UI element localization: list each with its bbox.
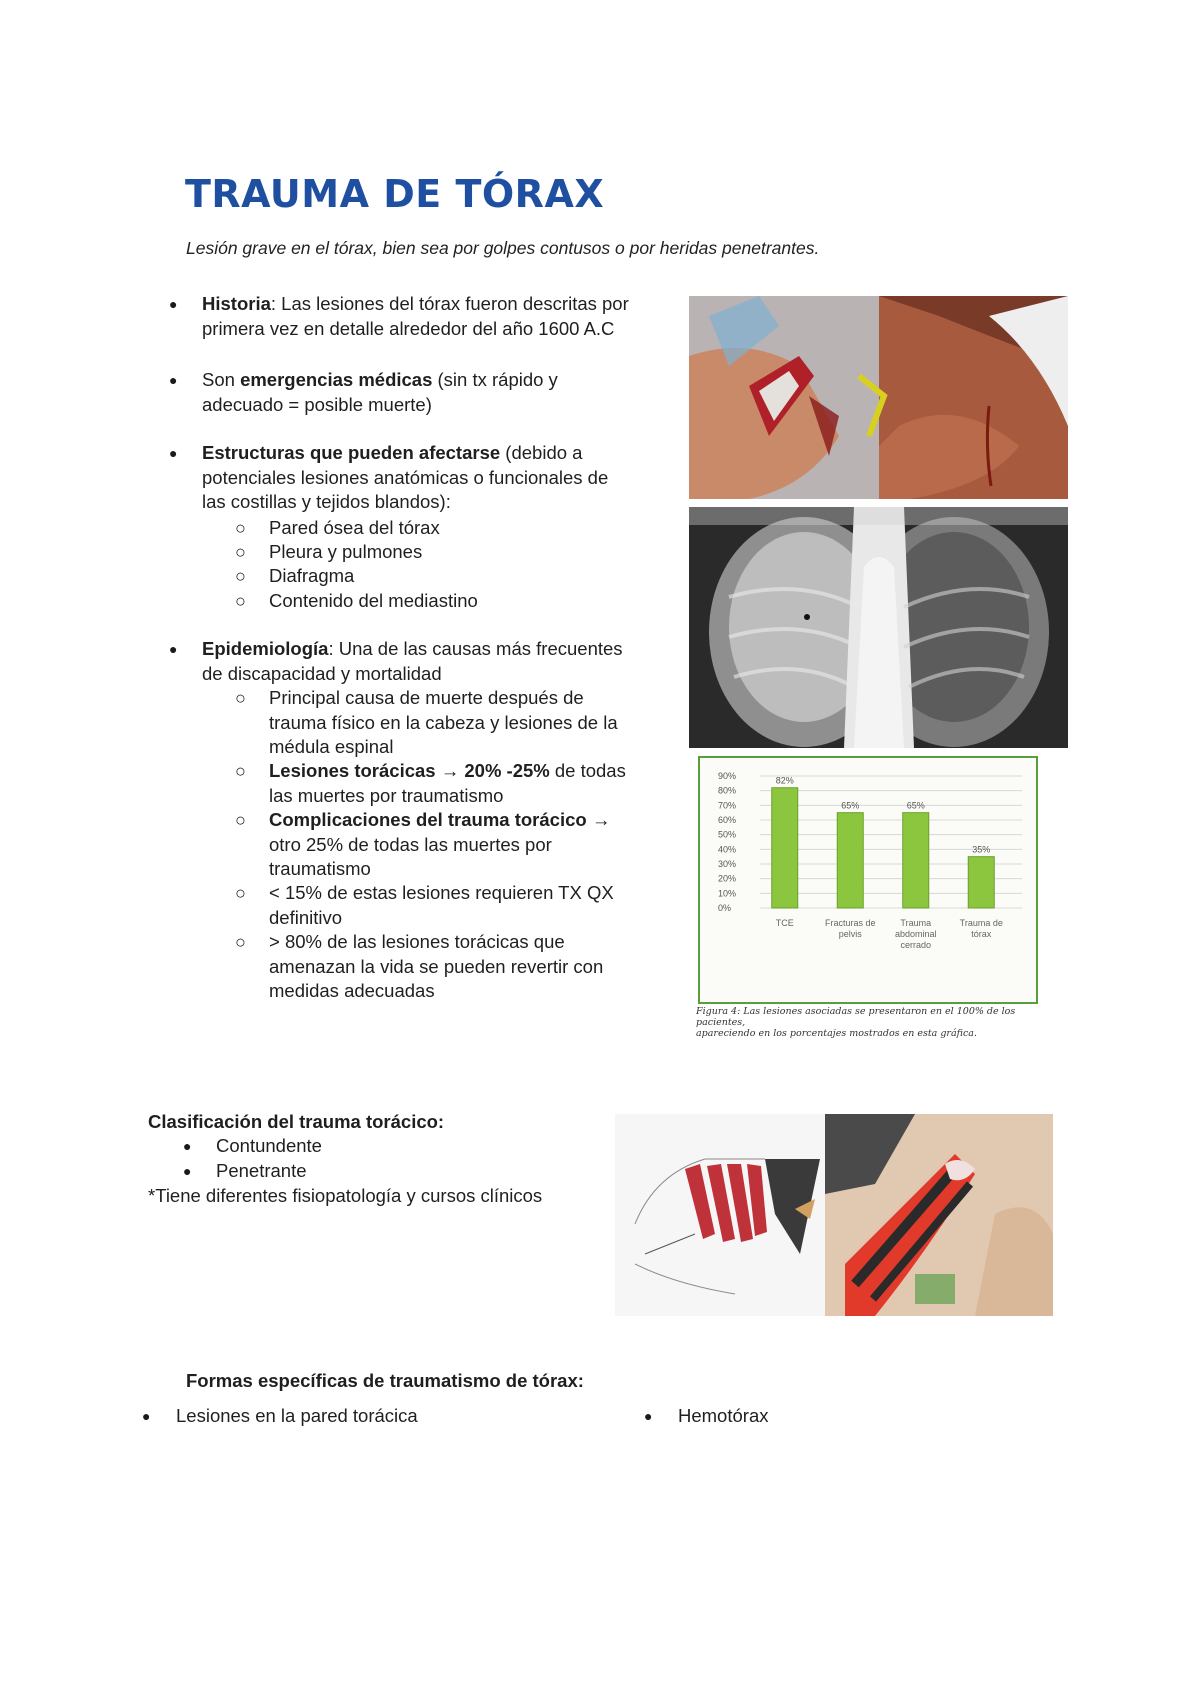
bar-chart: [700, 758, 1036, 1002]
y-tick-label: 90%: [718, 771, 737, 781]
y-tick-label: 70%: [718, 800, 737, 811]
y-tick-label: 60%: [718, 815, 737, 825]
x-tick-label: Trauma abdominal cerrado: [894, 918, 937, 950]
epidemiologia-sub-item: < 15% de estas lesiones requieren TX QX definitivo: [269, 882, 614, 928]
chest-xray-image: [689, 507, 1068, 748]
bullet-dot: ●: [142, 1408, 151, 1424]
y-tick-label: 40%: [718, 844, 737, 855]
epidemiologia-sub-item: Lesiones torácicas → 20% -25% de todas las muertes por traumatismo: [269, 760, 626, 806]
data-label: 65%: [841, 800, 860, 811]
page-title: TRAUMA DE TÓRAX: [185, 172, 605, 216]
data-label: 35%: [972, 844, 991, 855]
estructura-sub-item: Pared ósea del tórax: [269, 517, 440, 538]
epidemiologia-sub-item: > 80% de las lesiones torácicas que amenazan la vida se pueden revertir con medidas adecuadas: [269, 931, 604, 1001]
bar: [968, 857, 994, 908]
bullet-dot: ●: [644, 1408, 653, 1424]
bar: [772, 788, 798, 908]
chest-wound-photo: [689, 296, 1068, 499]
bar: [903, 813, 929, 908]
formas-item-right: Hemotórax: [678, 1405, 769, 1426]
injury-bar-chart-figure: [686, 756, 1040, 1063]
y-tick-label: 10%: [718, 888, 737, 899]
estructura-sub-item: Contenido del mediastino: [269, 590, 478, 611]
sub-bullet-circle: ○: [235, 761, 246, 781]
clasificacion-item: Penetrante: [216, 1160, 307, 1181]
y-tick-label: 20%: [718, 873, 737, 884]
epidemiologia-sub-item: Complicaciones del trauma torácico → otro 25% de todas las muertes por traumatismo: [269, 809, 611, 879]
bullet-dot: ●: [169, 296, 178, 312]
sub-bullet-circle: ○: [235, 591, 246, 611]
trauma-classification-images: [615, 1114, 1053, 1316]
clasificacion-note: *Tiene diferentes fisiopatología y cursos clínicos: [148, 1185, 543, 1206]
x-tick-label: Trauma de tórax: [959, 918, 1003, 939]
emergencias-item: Son emergencias médicas (sin tx rápido y adecuado = posible muerte): [202, 369, 558, 415]
sub-bullet-circle: ○: [235, 688, 246, 708]
sub-bullet-circle: ○: [235, 566, 246, 586]
x-tick-label: TCE: [775, 918, 794, 928]
sub-bullet-circle: ○: [235, 932, 246, 952]
y-tick-label: 50%: [718, 829, 737, 840]
estructura-sub-item: Diafragma: [269, 565, 355, 586]
y-tick-label: 30%: [718, 859, 737, 869]
data-label: 65%: [906, 800, 925, 811]
sub-bullet-circle: ○: [235, 542, 246, 562]
epidemiologia-sub-item: Principal causa de muerte después de trauma físico en la cabeza y lesiones de la médula espinal: [269, 687, 618, 757]
sub-bullet-circle: ○: [235, 518, 246, 538]
bullet-dot: ●: [169, 445, 178, 461]
historia-item: Historia: Las lesiones del tórax fueron descritas por primera vez en detalle alrededor del año 1600 A.C: [202, 293, 629, 339]
data-label: 82%: [775, 775, 794, 786]
clasificacion-heading: Clasificación del trauma torácico:: [148, 1111, 445, 1132]
bullet-dot: ●: [183, 1138, 192, 1154]
bar: [837, 813, 863, 908]
page-subtitle: Lesión grave en el tórax, bien sea por golpes contusos o por heridas penetrantes.: [186, 238, 820, 258]
sub-bullet-circle: ○: [235, 883, 246, 903]
clasificacion-item: Contundente: [216, 1135, 322, 1156]
estructura-sub-item: Pleura y pulmones: [269, 541, 423, 562]
formas-heading: Formas específicas de traumatismo de tórax:: [186, 1370, 584, 1391]
sub-bullet-circle: ○: [235, 810, 246, 830]
figure-caption: Figura 4: Las lesiones asociadas se presentaron en el 100% de los pacientes, apareciendo en los porcentajes mostrados en esta gráfica.: [696, 1006, 1016, 1039]
estructuras-item: Estructuras que pueden afectarse (debido a potenciales lesiones anatómicas o funcionales de las costillas y tejidos blandos):: [202, 442, 609, 512]
bullet-dot: ●: [183, 1163, 192, 1179]
bullet-dot: ●: [169, 641, 178, 657]
chart-frame: [698, 756, 1038, 1004]
y-tick-label: 0%: [718, 903, 732, 913]
epidemiologia-item: Epidemiología: Una de las causas más frecuentes de discapacidad y mortalidad: [202, 638, 623, 684]
bullet-dot: ●: [169, 372, 178, 388]
formas-item-left: Lesiones en la pared torácica: [176, 1405, 418, 1426]
x-tick-label: Fracturas de pelvis: [824, 918, 876, 939]
y-tick-label: 80%: [718, 785, 737, 796]
